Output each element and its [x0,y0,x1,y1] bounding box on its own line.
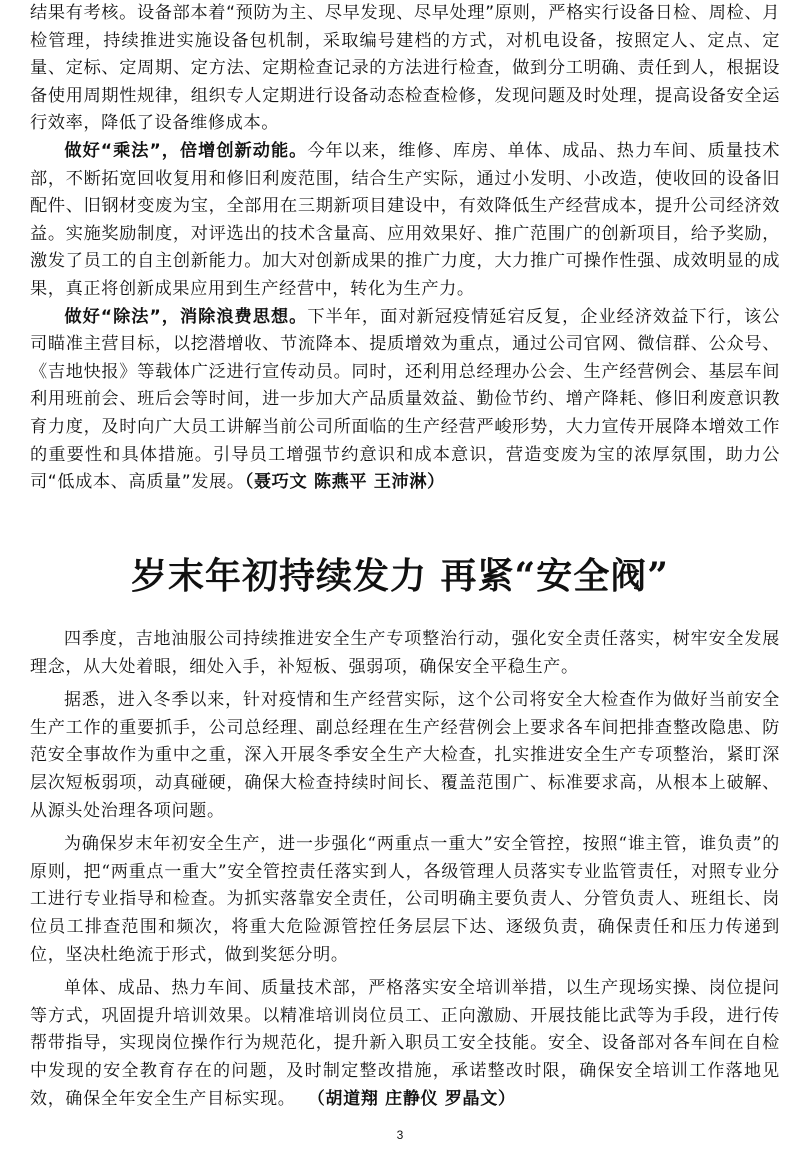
paragraph: 为确保岁末年初安全生产，进一步强化“两重点一重大”安全管控，按照“谁主管，谁负责”的原则，把“两重点一重大”安全管控责任落实到人，各级管理人员落实专业监管责任，对照专业分工进行专业指导和检查。为抓实落靠安全责任，公司明确主要负责人、分管负责人、班组长、岗位员工排查范围和频次，将重大危险源管控任务层层下达、逐级负责，确保责任和压力传递到位，坚决杜绝流于形式，做到奖惩分明。 [30,834,780,965]
paragraph: 四季度，吉地油服公司持续推进安全生产专项整治行动，强化安全责任落实，树牢安全发展理念，从大处着眼，细处入手，补短板、强弱项，确保安全平稳生产。 [30,629,780,677]
paragraph-heading: 做好“乘法”，倍增创新动能。 [64,140,308,161]
paragraph-body: 单体、成品、热力车间、质量技术部，严格落实安全培训举措，以生产现场实操、岗位提问等方式，巩固提升培训效果。以精准培训岗位员工、正向激励、开展技能比武等为手段，进行传帮带指导，实现岗位操作行为规范化，提升新入职员工安全技能。安全、设备部对各车间在自检中发现的安全教育存在的问题，及时制定整改措施，承诺整改时限，确保安全培训工作落地见效，确保全年安全生产目标实现。 [30,978,780,1109]
paragraph-body: 下半年，面对新冠疫情延宕反复，企业经济效益下行，该公司瞄准主营目标，以挖潜增收、节流降本、提质增效为重点，通过公司官网、微信群、公众号、《吉地快报》等载体广泛进行宣传动员。同时，还利用总经理办公会、生产经营例会、基层车间利用班前会、班后会等时间，进一步加大产品质量效益、勤俭节约、增产降耗、修旧利废意识教育力度，及时向广大员工讲解当前公司所面临的生产经营严峻形势，大力宣传开展降本增效工作的重要性和具体措施。引导员工增强节约意识和成本意识，营造变废为宝的浓厚氛围，助力公司“低成本、高质量”发展。 [30,306,780,493]
paragraph-body: 今年以来，维修、库房、单体、成品、热力车间、质量技术部，不断拓宽回收复用和修旧利废范围，结合生产实际，通过小发明、小改造，使收回的设备旧配件、旧钢材变废为宝，全部用在三期新项目建设中，有效降低生产经营成本，提升公司经济效益。实施奖励制度，对评选出的技术含量高、应用效果好、推广范围广的创新项目，给予奖励，激发了员工的自主创新能力。加大对创新成果的推广力度，大力推广可操作性强、成效明显的成果，真正将创新成果应用到生产经营中，转化为生产力。 [30,140,780,299]
paragraph-heading: 做好“除法”，消除浪费思想。 [64,306,308,327]
author-byline: （胡道翔 庄静仪 罗晶文） [307,1088,516,1109]
article-body [30,626,780,1113]
paragraph [30,138,780,304]
article-title: 岁末年初持续发力 再紧“安全阀” [131,555,669,597]
paragraph [30,304,780,497]
paragraph: 据悉，进入冬季以来，针对疫情和生产经营实际，这个公司将安全大检查作为做好当前安全生产工作的重要抓手，公司总经理、副总经理在生产经营例会上要求各车间把排查整改隐患、防范安全事故作为重中之重，深入开展冬季安全生产大检查，扎实推进安全生产专项整治，紧盯深层次短板弱项，动真碰硬，确保大检查持续时间长、覆盖范围广、标准要求高，从根本上破解、从源头处治理各项问题。 [30,690,780,821]
author-byline: （聂巧文 陈燕平 王沛淋） [244,472,445,493]
paragraph [30,975,780,1113]
page-number: 3 [396,1128,404,1142]
paragraph: 结果有考核。设备部本着“预防为主、尽早发现、尽早处理”原则，严格实行设备日检、周检、月检管理，持续推进实施设备包机制，采取编号建档的方式，对机电设备，按照定人、定点、定量、定标、定周期、定方法、定期检查记录的方法进行检查，做到分工明确、责任到人，根据设备使用周期性规律，组织专人定期进行设备动态检查检修，发现问题及时处理，提高设备安全运行效率，降低了设备维修成本。 [30,3,780,134]
article-continuation [30,0,780,497]
